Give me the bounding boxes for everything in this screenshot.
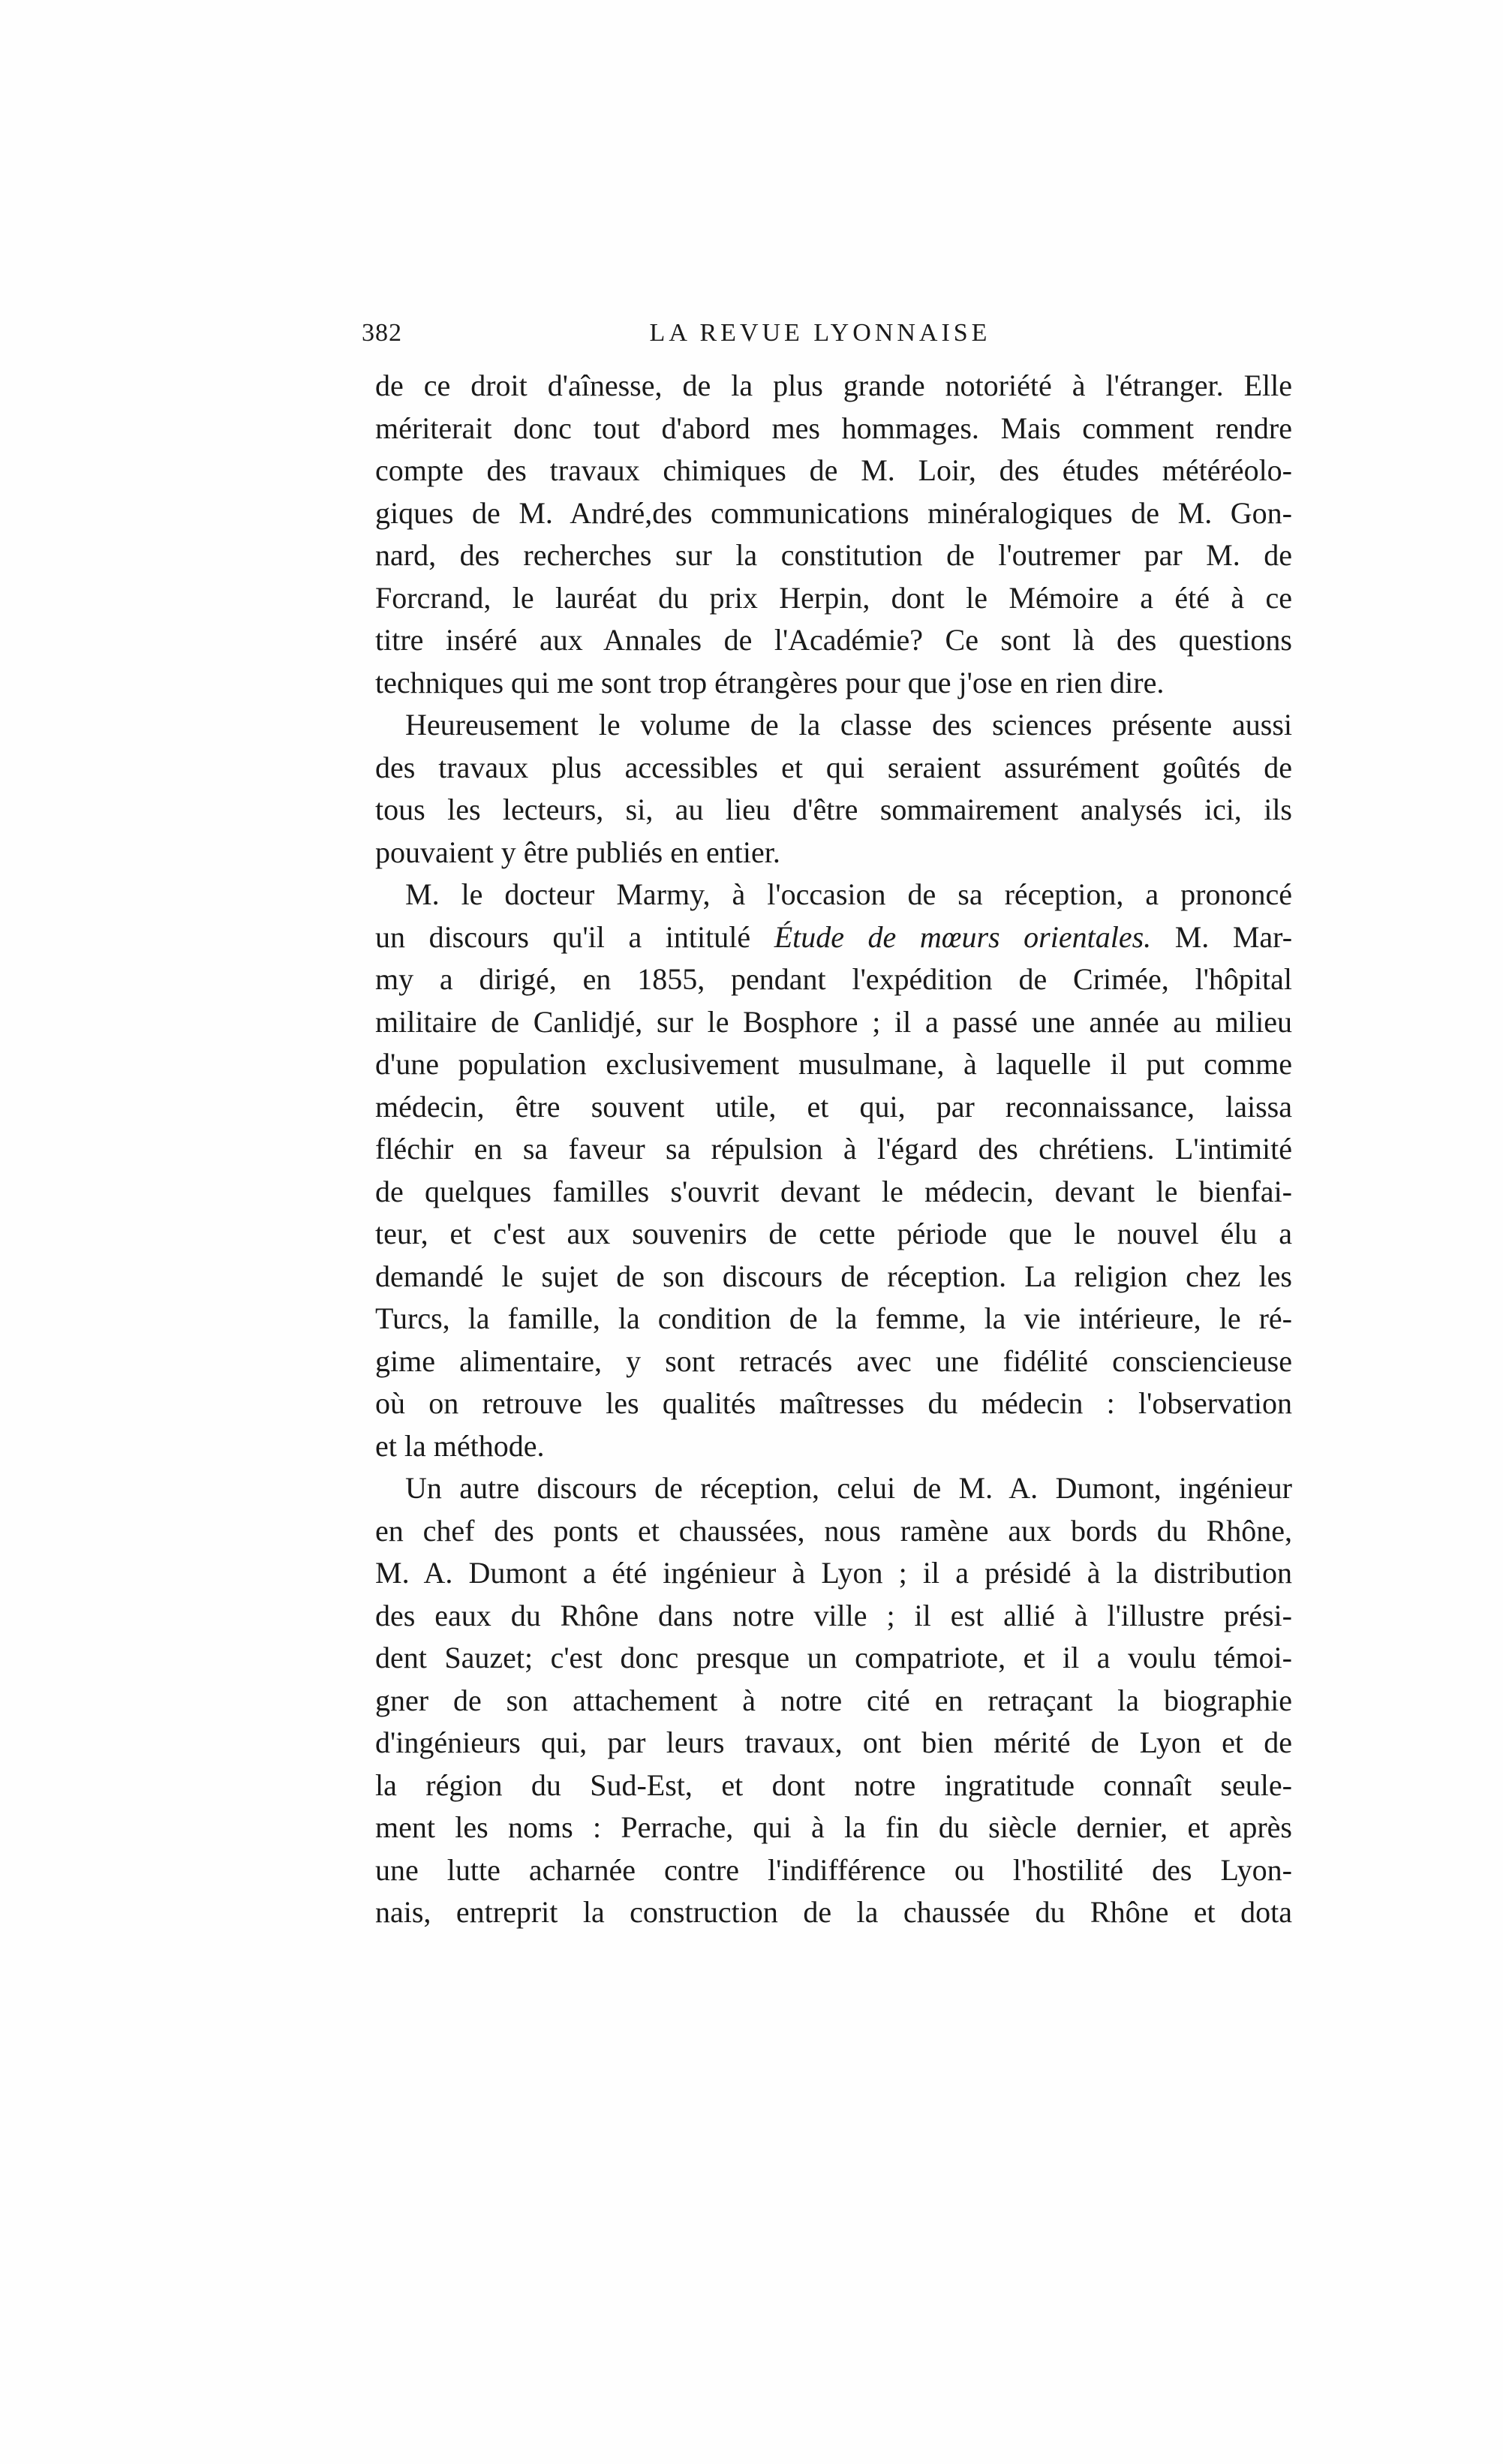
text-line-content: mériterait donc tout d'abord mes hommages. Mais comment rendre bbox=[375, 411, 1292, 445]
text-line-content: gner de son attachement à notre cité en retraçant la biographie bbox=[375, 1683, 1292, 1717]
text-line bbox=[375, 1340, 1292, 1383]
text-line bbox=[375, 958, 1292, 1001]
text-line bbox=[375, 534, 1292, 577]
text-line bbox=[375, 832, 1292, 874]
text-line-content: teur, et c'est aux souvenirs de cette période que le nouvel élu a bbox=[375, 1217, 1292, 1250]
text-line-continuation: M. Mar- bbox=[1151, 919, 1292, 954]
text-line bbox=[375, 1086, 1292, 1129]
text-line-content: Heureusement le volume de la classe des sciences présente aussi bbox=[405, 708, 1292, 742]
text-line-content: compte des travaux chimiques de M. Loir, des études météréolo- bbox=[375, 453, 1292, 487]
text-line bbox=[375, 1510, 1292, 1553]
text-line bbox=[375, 1849, 1292, 1892]
text-line bbox=[375, 662, 1292, 705]
text-line bbox=[375, 1552, 1292, 1595]
text-line-content: Turcs, la famille, la condition de la femme, la vie intérieure, le ré- bbox=[375, 1301, 1292, 1335]
text-line-content: des travaux plus accessibles et qui seraient assurément goûtés de bbox=[375, 750, 1292, 784]
text-line bbox=[375, 1171, 1292, 1214]
running-header bbox=[362, 319, 1279, 357]
text-line bbox=[375, 1637, 1292, 1680]
text-line bbox=[375, 1256, 1292, 1298]
text-line bbox=[375, 1722, 1292, 1765]
text-line-content: dent Sauzet; c'est donc presque un compatriote, et il a voulu témoi- bbox=[375, 1641, 1292, 1674]
text-line-content: titre inséré aux Annales de l'Académie? Ce sont là des questions bbox=[375, 623, 1292, 657]
text-line-content: M. A. Dumont a été ingénieur à Lyon ; il a présidé à la distribution bbox=[375, 1556, 1292, 1590]
text-line bbox=[375, 1213, 1292, 1256]
text-line bbox=[375, 1043, 1292, 1086]
text-line-content: en chef des ponts et chaussées, nous ramène aux bords du Rhône, bbox=[375, 1513, 1292, 1548]
text-line bbox=[375, 789, 1292, 832]
body-text bbox=[375, 365, 1292, 1934]
text-line bbox=[375, 577, 1292, 620]
text-line-content: une lutte acharnée contre l'indifférence ou l'hostilité des Lyon- bbox=[375, 1852, 1292, 1887]
text-line-content: de quelques familles s'ouvrit devant le médecin, devant le bienfai- bbox=[375, 1174, 1292, 1208]
text-line-content: tous les lecteurs, si, au lieu d'être sommairement analysés ici, ils bbox=[375, 793, 1292, 826]
text-line bbox=[375, 1595, 1292, 1638]
text-line bbox=[375, 365, 1292, 408]
text-line bbox=[375, 916, 1292, 959]
text-line-content: d'ingénieurs qui, par leurs travaux, ont bien mérité de Lyon et de bbox=[375, 1725, 1292, 1759]
text-line-content: M. le docteur Marmy, à l'occasion de sa réception, a prononcé bbox=[405, 877, 1292, 911]
text-line-content: la région du Sud-Est, et dont notre ingratitude connaît seule- bbox=[375, 1768, 1292, 1802]
text-line-content: d'une population exclusivement musulmane, à laquelle il put comme bbox=[375, 1047, 1292, 1081]
text-line bbox=[375, 874, 1292, 916]
text-line-content: Un autre discours de réception, celui de M. A. Dumont, ingénieur bbox=[405, 1471, 1292, 1505]
text-line bbox=[375, 408, 1292, 450]
text-line bbox=[375, 1425, 1292, 1468]
text-line-content: des eaux du Rhône dans notre ville ; il est allié à l'illustre prési- bbox=[375, 1598, 1292, 1632]
text-line-content: un discours qu'il a intitulé bbox=[375, 919, 751, 954]
text-line bbox=[375, 1128, 1292, 1171]
italic-title: Étude de mœurs orientales. bbox=[774, 919, 1152, 954]
text-line-content: médecin, être souvent utile, et qui, par reconnaissance, laissa bbox=[375, 1089, 1292, 1124]
text-line bbox=[375, 1467, 1292, 1510]
text-line-content: nard, des recherches sur la constitution de l'outremer par M. de bbox=[375, 538, 1292, 572]
text-line bbox=[375, 1680, 1292, 1722]
text-line bbox=[375, 747, 1292, 790]
text-line bbox=[375, 1382, 1292, 1425]
running-title: LA REVUE LYONNAISE bbox=[649, 319, 991, 347]
text-line-content: ment les noms : Perrache, qui à la fin du siècle dernier, et après bbox=[375, 1810, 1292, 1844]
text-line bbox=[375, 1298, 1292, 1340]
text-line-content: Forcrand, le lauréat du prix Herpin, dont le Mémoire a été à ce bbox=[375, 580, 1292, 615]
text-line-content: my a dirigé, en 1855, pendant l'expédition de Crimée, l'hôpital bbox=[375, 962, 1292, 996]
text-line bbox=[375, 704, 1292, 747]
text-line-content: techniques qui me sont trop étrangères pour que j'ose en rien dire. bbox=[375, 665, 1165, 699]
text-line-content: où on retrouve les qualités maîtresses du médecin : l'observation bbox=[375, 1386, 1292, 1420]
page-number: 382 bbox=[362, 319, 402, 347]
text-line bbox=[375, 1891, 1292, 1934]
text-line-content: fléchir en sa faveur sa répulsion à l'égard des chrétiens. L'intimité bbox=[375, 1132, 1292, 1166]
text-line bbox=[375, 1807, 1292, 1849]
text-line bbox=[375, 1765, 1292, 1807]
text-line bbox=[375, 450, 1292, 492]
text-line-content: gime alimentaire, y sont retracés avec une fidélité consciencieuse bbox=[375, 1343, 1292, 1378]
text-line-content: et la méthode. bbox=[375, 1428, 545, 1463]
text-line bbox=[375, 492, 1292, 535]
text-line bbox=[375, 619, 1292, 662]
text-line-content: de ce droit d'aînesse, de la plus grande notoriété à l'étranger. Elle bbox=[375, 369, 1292, 402]
text-line-content: militaire de Canlidjé, sur le Bosphore ; il a passé une année au milieu bbox=[375, 1004, 1292, 1039]
text-line bbox=[375, 1001, 1292, 1044]
text-line-content: giques de M. André,des communications minéralogiques de M. Gon- bbox=[375, 495, 1292, 530]
text-line-content: pouvaient y être publiés en entier. bbox=[375, 835, 780, 869]
text-line-content: demandé le sujet de son discours de réception. La religion chez les bbox=[375, 1259, 1292, 1293]
text-line-content: nais, entreprit la construction de la chaussée du Rhône et dota bbox=[375, 1895, 1292, 1929]
